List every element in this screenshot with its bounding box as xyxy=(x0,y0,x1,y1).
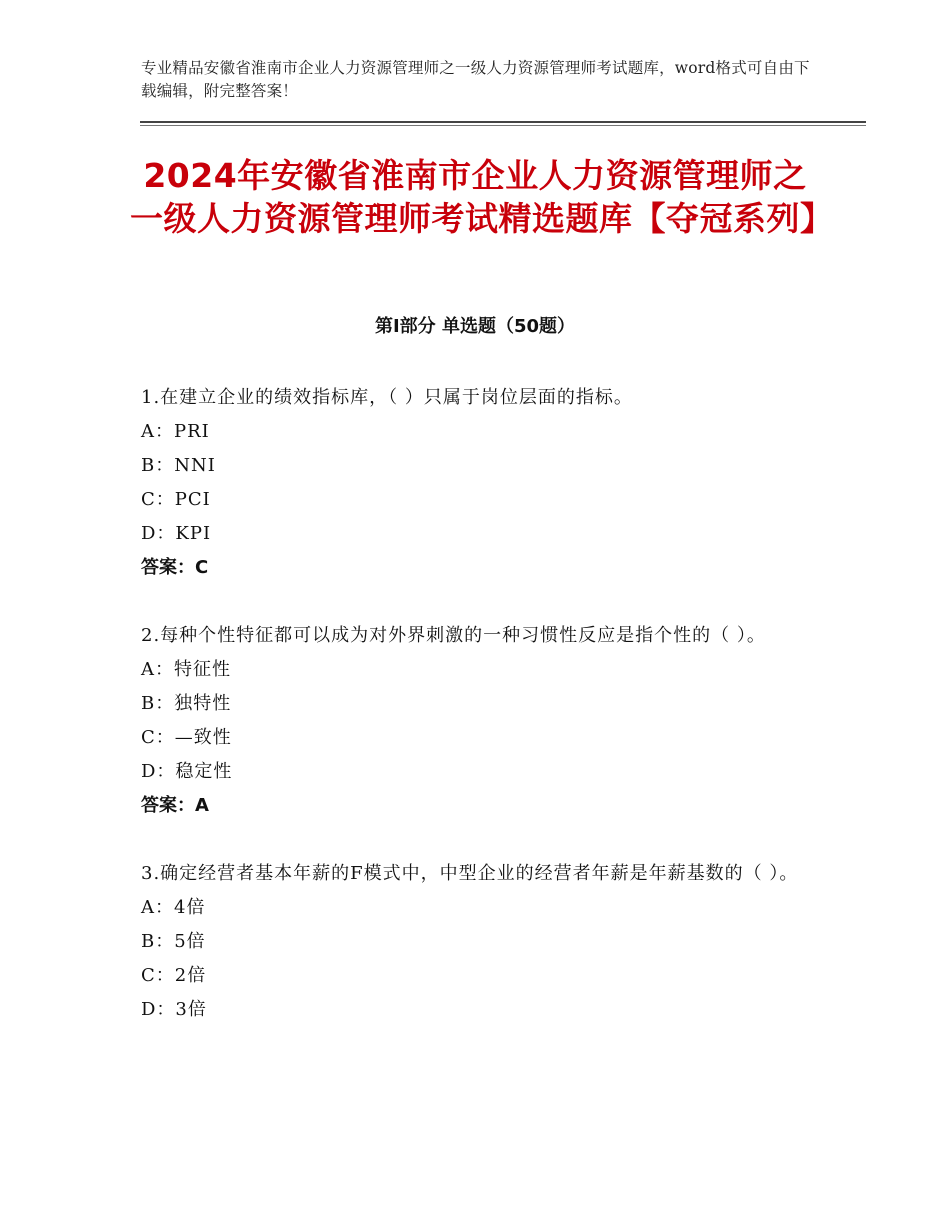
question-2 xyxy=(141,619,821,823)
question-list xyxy=(141,381,821,1061)
header-divider-thick xyxy=(140,121,866,123)
question-1 xyxy=(141,381,821,585)
option-d: D：3倍 xyxy=(141,999,207,1020)
section-heading: 第Ⅰ部分 单选题（50题） xyxy=(374,316,575,337)
header-divider-thin xyxy=(140,125,866,126)
option-b: B：独特性 xyxy=(141,693,232,714)
option-d: D：KPI xyxy=(141,523,212,544)
question-stem: 2.每种个性特征都可以成为对外界刺激的一种习惯性反应是指个性的（ ）。 xyxy=(141,625,766,646)
question-stem: 1.在建立企业的绩效指标库，（ ）只属于岗位层面的指标。 xyxy=(141,387,633,408)
question-3 xyxy=(141,857,821,1027)
option-a: A：特征性 xyxy=(141,659,231,680)
option-b: B：5倍 xyxy=(141,931,206,952)
option-d: D：稳定性 xyxy=(141,761,233,782)
option-a: A：4倍 xyxy=(141,897,206,918)
option-a: A：PRI xyxy=(141,421,210,442)
option-c: C：2倍 xyxy=(141,965,207,986)
option-b: B：NNI xyxy=(141,455,216,476)
header-note: 专业精品安徽省淮南市企业人力资源管理师之一级人力资源管理师考试题库，word格式可自由下载编辑，附完整答案！ xyxy=(141,59,810,100)
answer-label: 答案：A xyxy=(141,795,209,816)
option-c: C：—致性 xyxy=(141,727,232,748)
option-c: C：PCI xyxy=(141,489,211,510)
question-stem: 3.确定经营者基本年薪的F模式中，中型企业的经营者年薪是年薪基数的（ ）。 xyxy=(141,863,799,884)
document-title: 2024年安徽省淮南市企业人力资源管理师之一级人力资源管理师考试精选题库【夺冠系列】 xyxy=(130,156,834,238)
answer-label: 答案：C xyxy=(141,557,209,578)
